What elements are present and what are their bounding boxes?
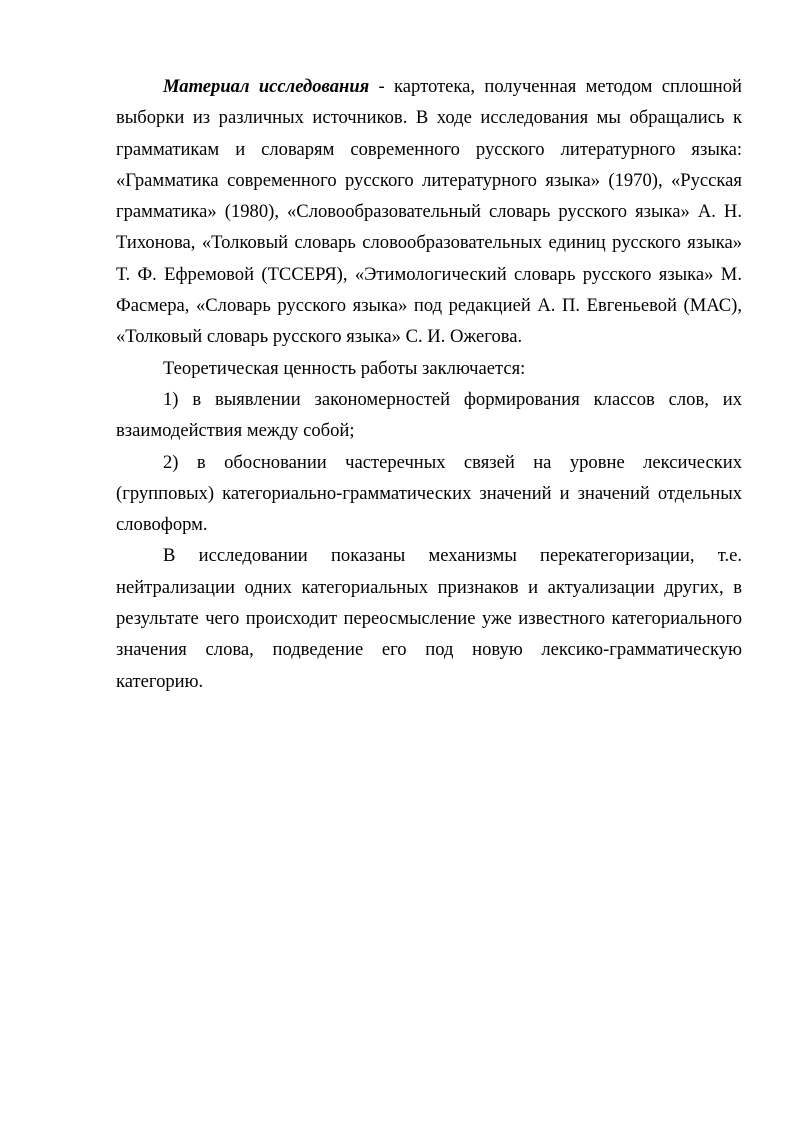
list-item-2: 2) в обосновании частеречных связей на уровне лексических (групповых) категориально-грамматических значений и значений отдельных словоформ. — [116, 451, 742, 536]
list-item-1: 1) в выявлении закономерностей формирования классов слов, их взаимодействия между собой; — [116, 388, 742, 442]
paragraph-theoretical-value: Теоретическая ценность работы заключается: — [163, 357, 526, 379]
document-body — [116, 71, 742, 697]
paragraph-recategorization: В исследовании показаны механизмы перекатегоризации, т.е. нейтрализации одних категориальных признаков и актуализации других, в результате чего происходит переосмысление уже известного категориального значения слова, подведение его под новую лексико-грамматическую категорию. — [116, 545, 742, 692]
paragraph-text: - картотека, полученная методом сплошной выборки из различных источников. В ходе исследования мы обращались к грамматикам и словарям современного русского литературного языка: «Грамматика современного русского литературного языка» (1970), «Русская грамматика» (1980), «Словообразовательный словарь русского языка» А. Н. Тихонова, «Толковый словарь словообразовательных единиц русского языка» Т. Ф. Ефремовой (ТССЕРЯ), «Этимологический словарь русского языка» М. Фасмера, «Словарь русского языка» под редакцией А. П. Евгеньевой (МАС), «Толковый словарь русского языка» С. И. Ожегова. — [116, 76, 742, 348]
paragraph-research-material — [116, 71, 742, 353]
paragraph-lead-term: Материал исследования — [163, 76, 370, 97]
